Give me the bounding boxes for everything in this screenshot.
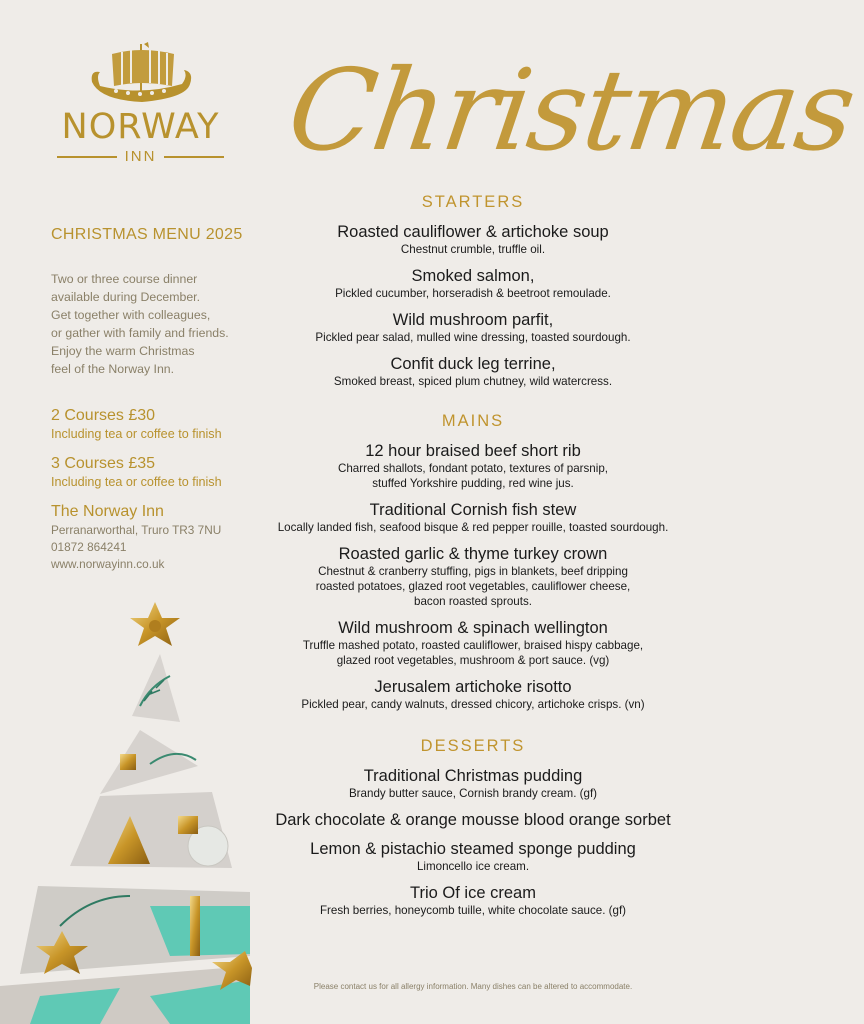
allergy-footer: Please contact us for all allergy information. Many dishes can be altered to accommodate. <box>313 982 633 991</box>
dish-item <box>250 677 696 712</box>
dish-title: Traditional Christmas pudding <box>363 767 583 785</box>
price-note: Including tea or coffee to finish <box>51 427 222 441</box>
logo <box>48 40 233 165</box>
dish-item <box>250 810 696 830</box>
dish-description: Fresh berries, honeycomb tuille, white chocolate sauce. (gf) <box>319 904 627 917</box>
section-heading-mains: MAINS <box>441 412 505 430</box>
dish-title: 12 hour braised beef short rib <box>365 442 581 460</box>
brand-sub <box>48 148 233 165</box>
dish-description: bacon roasted sprouts. <box>414 595 532 608</box>
dish-item <box>250 544 696 609</box>
price-note: Including tea or coffee to finish <box>51 475 222 489</box>
dish-description: Chestnut & cranberry stuffing, pigs in blankets, beef dripping <box>318 565 628 578</box>
dish-description: Chestnut crumble, truffle oil. <box>400 243 546 256</box>
desserts-list <box>250 766 696 918</box>
dish-item <box>250 618 696 668</box>
dish-description: glazed root vegetables, mushroom & port sauce. (vg) <box>336 654 610 667</box>
venue-website-link[interactable]: www.norwayinn.co.uk <box>51 557 165 571</box>
dish-item <box>250 266 696 301</box>
price-title: 3 Courses £35 <box>51 455 156 472</box>
dish-item <box>250 839 696 874</box>
dish-description: Pickled cucumber, horseradish & beetroot remoulade. <box>335 287 611 300</box>
price-title: 2 Courses £30 <box>51 407 156 424</box>
viking-ship-logo-icon <box>86 40 196 106</box>
divider <box>164 156 224 158</box>
brand-name: NORWAY <box>61 107 220 147</box>
dish-description: Charred shallots, fondant potato, textures of parsnip, <box>337 462 609 475</box>
contact-block <box>51 502 271 573</box>
dish-title: Trio Of ice cream <box>410 884 536 902</box>
info-column <box>51 226 271 573</box>
intro-line: available during December. <box>51 290 201 304</box>
dish-description: roasted potatoes, glazed root vegetables, cauliflower cheese, <box>315 580 631 593</box>
brand-sub-label: INN <box>124 148 157 165</box>
dish-title: Roasted cauliflower & artichoke soup <box>337 223 609 241</box>
starters-list <box>250 222 696 389</box>
dish-title: Smoked salmon, <box>411 267 535 285</box>
dish-description: Limoncello ice cream. <box>416 860 530 873</box>
dish-item <box>250 766 696 801</box>
intro-line: Enjoy the warm Christmas <box>51 344 195 358</box>
dish-item <box>250 500 696 535</box>
intro-line: Get together with colleagues, <box>51 308 211 322</box>
dish-item <box>250 441 696 491</box>
dish-title: Lemon & pistachio steamed sponge pudding <box>310 840 636 858</box>
dish-description: stuffed Yorkshire pudding, red wine jus. <box>372 477 574 490</box>
dish-title: Wild mushroom parfit, <box>392 311 554 329</box>
venue-address: Perranarworthal, Truro TR3 7NU <box>51 523 222 537</box>
intro-text <box>51 270 271 378</box>
dish-title: Roasted garlic & thyme turkey crown <box>338 545 608 563</box>
gold-star-bow-icon <box>130 602 180 646</box>
dish-description: Smoked breast, spiced plum chutney, wild watercress. <box>333 375 613 388</box>
dish-title: Wild mushroom & spinach wellington <box>338 619 608 637</box>
price-three-courses <box>51 454 271 490</box>
dish-description: Pickled pear salad, mulled wine dressing, toasted sourdough. <box>315 331 631 344</box>
dish-item <box>250 310 696 345</box>
section-heading-starters: STARTERS <box>421 193 525 211</box>
dish-item <box>250 883 696 918</box>
intro-line: feel of the Norway Inn. <box>51 362 175 376</box>
dish-description: Pickled pear, candy walnuts, dressed chicory, artichoke crisps. (vn) <box>301 698 645 711</box>
venue-name: The Norway Inn <box>51 503 164 520</box>
page-title: Christmas <box>280 46 862 176</box>
dish-title: Dark chocolate & orange mousse blood orange sorbet <box>275 811 671 829</box>
mains-list <box>250 441 696 712</box>
section-heading-desserts: DESSERTS <box>420 737 526 755</box>
menu-column <box>250 192 696 927</box>
dish-description: Locally landed fish, seafood bisque & red pepper rouille, toasted sourdough. <box>277 521 669 534</box>
intro-line: or gather with family and friends. <box>51 326 229 340</box>
dish-description: Brandy butter sauce, Cornish brandy cream. (gf) <box>348 787 598 800</box>
dish-title: Confit duck leg terrine, <box>390 355 556 373</box>
christmas-tree-illustration <box>0 596 250 1024</box>
divider <box>57 156 117 158</box>
price-two-courses <box>51 406 271 442</box>
dish-title: Traditional Cornish fish stew <box>369 501 577 519</box>
menu-title: CHRISTMAS MENU 2025 <box>51 226 243 243</box>
dish-item <box>250 354 696 389</box>
venue-phone[interactable]: 01872 864241 <box>51 540 127 554</box>
dish-description: Truffle mashed potato, roasted cauliflower, braised hispy cabbage, <box>302 639 644 652</box>
dish-item <box>250 222 696 257</box>
dish-title: Jerusalem artichoke risotto <box>374 678 572 696</box>
intro-line: Two or three course dinner <box>51 272 198 286</box>
